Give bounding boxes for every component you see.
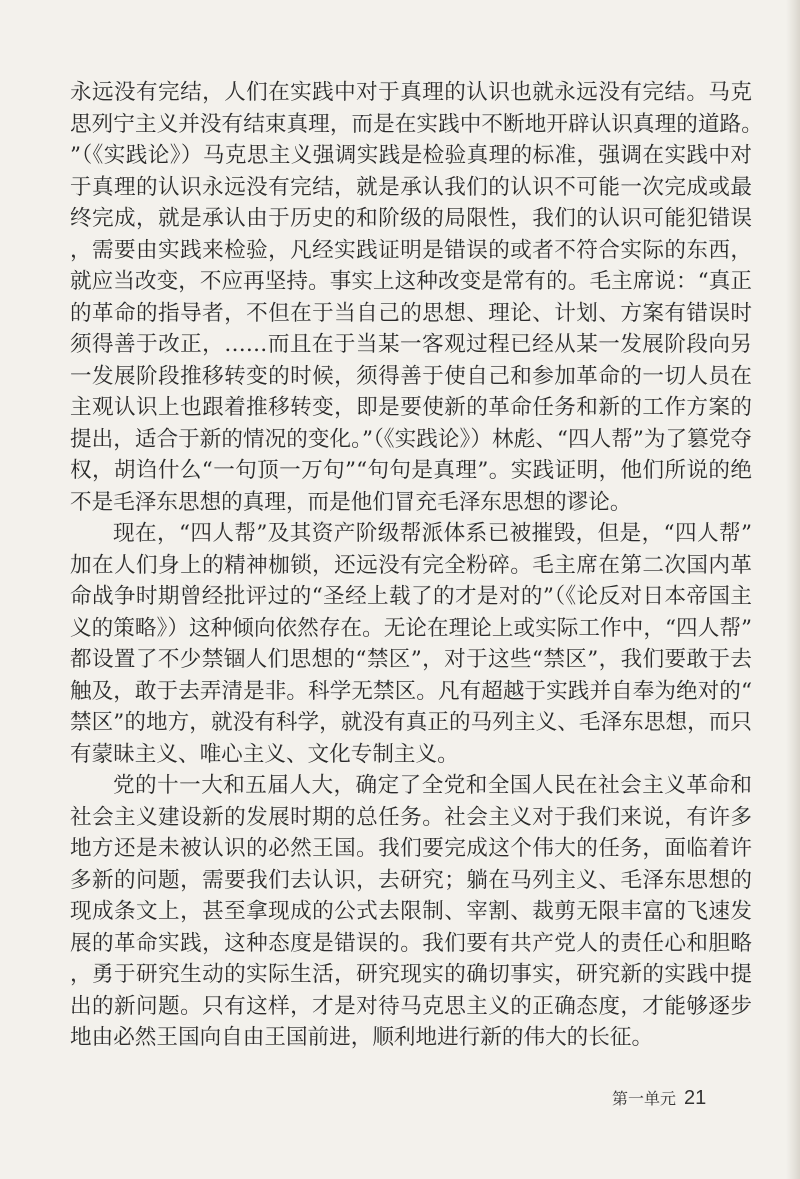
scan-edge bbox=[786, 0, 800, 1179]
paragraph-3: 党的十一大和五届人大，确定了全党和全国人民在社会主义革命和社会主义建设新的发展时期的总任务。社会主义对于我们来说，有许多地方还是未被认识的必然王国。我们要完成这个伟大的任务，面临着许多新的问题，需要我们去认识，去研究；躺在马列主义、毛泽东思想的现成条文上，甚至拿现成的公式去限制、宰割、裁剪无限丰富的飞速发展的革命实践，这种态度是错误的。我们要有共产党人的责任心和胆略，勇于研究生动的实际生活，研究现实的确切事实，研究新的实践中提出的新问题。只有这样，才是对待马克思主义的正确态度，才能够逐步地由必然王国向自由王国前进，顺利地进行新的伟大的长征。 bbox=[70, 773, 752, 1050]
paragraph-2: 现在，“四人帮”及其资产阶级帮派体系已被摧毁，但是，“四人帮”加在人们身上的精神枷锁，还远没有完全粉碎。毛主席在第二次国内革命战争时期曾经批评过的“圣经上载了的才是对的”（《论反对日本帝国主义的策略》）这种倾向依然存在。无论在理论上或实际工作中，“四人帮”都设置了不少禁锢人们思想的“禁区”，对于这些“禁区”，我们要敢于去触及，敢于去弄清是非。科学无禁区。凡有超越于实践并自奉为绝对的“禁区”的地方，就没有科学，就没有真正的马列主义、毛泽东思想，而只有蒙昧主义、唯心主义、文化专制主义。 bbox=[70, 521, 752, 767]
page-number: 21 bbox=[684, 1087, 707, 1109]
paragraph-1: 永远没有完结，人们在实践中对于真理的认识也就永远没有完结。马克思列宁主义并没有结束真理，而是在实践中不断地开辟认识真理的道路。”（《实践论》）马克思主义强调实践是检验真理的标准，强调在实践中对于真理的认识永远没有完结，就是承认我们的认识不可能一次完成或最终完成，就是承认由于历史的和阶级的局限性，我们的认识可能犯错误，需要由实践来检验，凡经实践证明是错误的或者不符合实际的东西，就应当改变，不应再坚持。事实上这种改变是常有的。毛主席说：“真正的革命的指导者，不但在于当自己的思想、理论、计划、方案有错误时须得善于改正，……而且在于当某一客观过程已经从某一发展阶段向另一发展阶段推移转变的时候，须得善于使自己和参加革命的一切人员在主观认识上也跟着推移转变，即是要使新的革命任务和新的工作方案的提出，适合于新的情况的变化。”（《实践论》）林彪、“四人帮”为了篡党夺权，胡诌什么“一句顶一万句”“句句是真理”。实践证明，他们所说的绝不是毛泽东思想的真理，而是他们冒充毛泽东思想的谬论。 bbox=[70, 80, 752, 515]
page-footer bbox=[612, 1086, 706, 1114]
unit-label: 第一单元 bbox=[612, 1089, 677, 1108]
article-body bbox=[70, 77, 752, 1054]
